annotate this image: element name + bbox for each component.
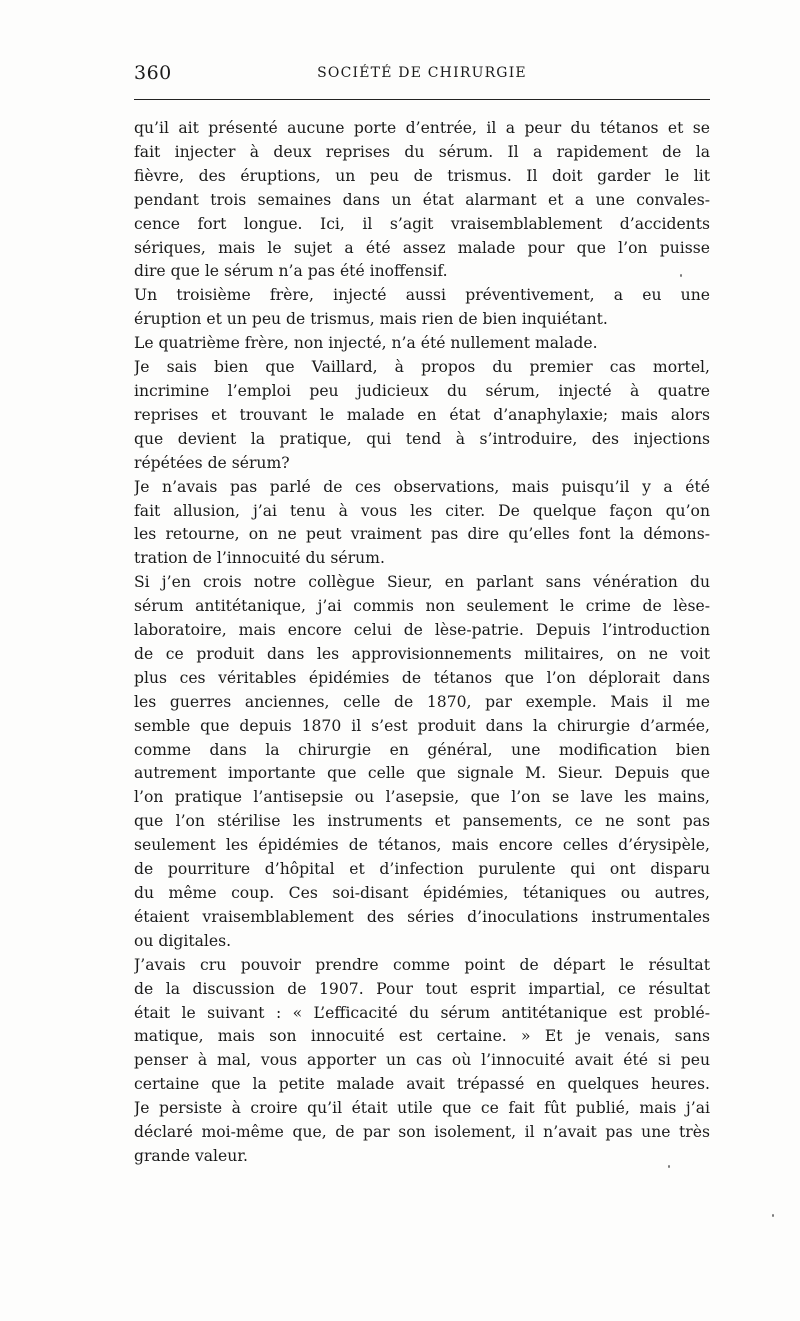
text-line: cence fort longue. Ici, il s’agit vraisemblablement d’accidents bbox=[134, 214, 710, 233]
running-head bbox=[134, 62, 710, 86]
text-line: certaine que la petite malade avait trépassé en quelques heures. bbox=[134, 1075, 710, 1094]
text-line: matique, mais son innocuité est certaine. » Et je venais, sans bbox=[134, 1027, 710, 1046]
text-line: de ce produit dans les approvisionnements militaires, on ne voit bbox=[134, 644, 710, 663]
text-line: incrimine l’emploi peu judicieux du sérum, injecté à quatre bbox=[134, 381, 710, 400]
text-line: autrement importante que celle que signale M. Sieur. Depuis que bbox=[134, 764, 710, 783]
text-line: seulement les épidémies de tétanos, mais encore celles d’érysipèle, bbox=[134, 836, 710, 855]
text-line: répétées de sérum? bbox=[134, 453, 290, 472]
text-line: sérum antitétanique, j’ai commis non seulement le crime de lèse- bbox=[134, 597, 710, 616]
text-line: Je n’avais pas parlé de ces observations, mais puisqu’il y a été bbox=[134, 477, 710, 496]
page-number: 360 bbox=[134, 62, 172, 84]
text-line: Un troisième frère, injecté aussi préventivement, a eu une bbox=[134, 286, 710, 305]
text-line: était le suivant : « L’efficacité du sérum antitétanique est problé- bbox=[134, 1003, 710, 1022]
paragraph-7 bbox=[134, 954, 710, 1169]
text-line: déclaré moi-même que, de par son isolement, il n’avait pas une très bbox=[134, 1123, 710, 1142]
text-line: laboratoire, mais encore celui de lèse-patrie. Depuis l’introduction bbox=[134, 621, 710, 640]
paragraph-5 bbox=[134, 476, 710, 572]
text-line: ou digitales. bbox=[134, 931, 232, 950]
paragraph-2 bbox=[134, 284, 710, 332]
text-line: plus ces véritables épidémies de tétanos que l’on déplorait dans bbox=[134, 668, 710, 687]
text-line: que devient la pratique, qui tend à s’introduire, des injections bbox=[134, 429, 710, 448]
text-line: fait allusion, j’ai tenu à vous les citer. De quelque façon qu’on bbox=[134, 501, 710, 520]
text-line: Je persiste à croire qu’il était utile que ce fait fût publié, mais j’ai bbox=[134, 1099, 710, 1118]
text-line: Le quatrième frère, non injecté, n’a été nullement malade. bbox=[134, 334, 598, 353]
text-line: reprises et trouvant le malade en état d’anaphylaxie; mais alors bbox=[134, 405, 710, 424]
body-text bbox=[134, 117, 710, 1169]
text-line: J’avais cru pouvoir prendre comme point de départ le résultat bbox=[134, 955, 710, 974]
text-line: comme dans la chirurgie en général, une modification bien bbox=[134, 740, 710, 759]
text-line: semble que depuis 1870 il s’est produit dans la chirurgie d’armée, bbox=[134, 716, 710, 735]
text-line: de la discussion de 1907. Pour tout esprit impartial, ce résultat bbox=[134, 979, 710, 998]
text-line: du même coup. Ces soi-disant épidémies, tétaniques ou autres, bbox=[134, 884, 710, 902]
header-rule bbox=[134, 99, 710, 100]
paragraph-6 bbox=[134, 571, 710, 954]
text-line: grande valeur. bbox=[134, 1146, 249, 1165]
text-line: étaient vraisemblablement des séries d’inoculations instrumentales bbox=[134, 907, 710, 926]
text-line: fait injecter à deux reprises du sérum. Il a rapidement de la bbox=[134, 142, 710, 161]
text-line: pendant trois semaines dans un état alarmant et a une convales- bbox=[134, 190, 710, 209]
text-line: tration de l’innocuité du sérum. bbox=[134, 549, 385, 568]
text-line: éruption et un peu de trismus, mais rien de bien inquiétant. bbox=[134, 310, 608, 329]
paragraph-1 bbox=[134, 117, 710, 284]
text-line: l’on pratique l’antisepsie ou l’asepsie, que l’on se lave les mains, bbox=[134, 788, 710, 807]
text-line: que l’on stérilise les instruments et pansements, ce ne sont pas bbox=[134, 812, 710, 831]
paragraph-4 bbox=[134, 356, 710, 476]
text-line: fièvre, des éruptions, un peu de trismus. Il doit garder le lit bbox=[134, 166, 710, 185]
text-line: qu’il ait présenté aucune porte d’entrée, il a peur du tétanos et se bbox=[134, 119, 710, 137]
text-line: les guerres anciennes, celle de 1870, par exemple. Mais il me bbox=[134, 692, 710, 711]
print-speck bbox=[680, 274, 682, 277]
text-line: sériques, mais le sujet a été assez malade pour que l’on puisse bbox=[134, 238, 710, 257]
print-speck bbox=[772, 1214, 774, 1217]
paragraph-3 bbox=[134, 332, 710, 356]
text-line: dire que le sérum n’a pas été inoffensif. bbox=[134, 262, 448, 281]
text-line: Je sais bien que Vaillard, à propos du premier cas mortel, bbox=[134, 358, 710, 377]
running-title: SOCIÉTÉ DE CHIRURGIE bbox=[317, 65, 527, 81]
text-line: penser à mal, vous apporter un cas où l’innocuité avait été si peu bbox=[134, 1051, 710, 1070]
text-line: les retourne, on ne peut vraiment pas dire qu’elles font la démons- bbox=[134, 525, 710, 544]
print-speck bbox=[668, 1165, 670, 1168]
text-line: de pourriture d’hôpital et d’infection purulente qui ont disparu bbox=[134, 860, 710, 879]
text-line: Si j’en crois notre collègue Sieur, en parlant sans vénération du bbox=[134, 573, 710, 592]
